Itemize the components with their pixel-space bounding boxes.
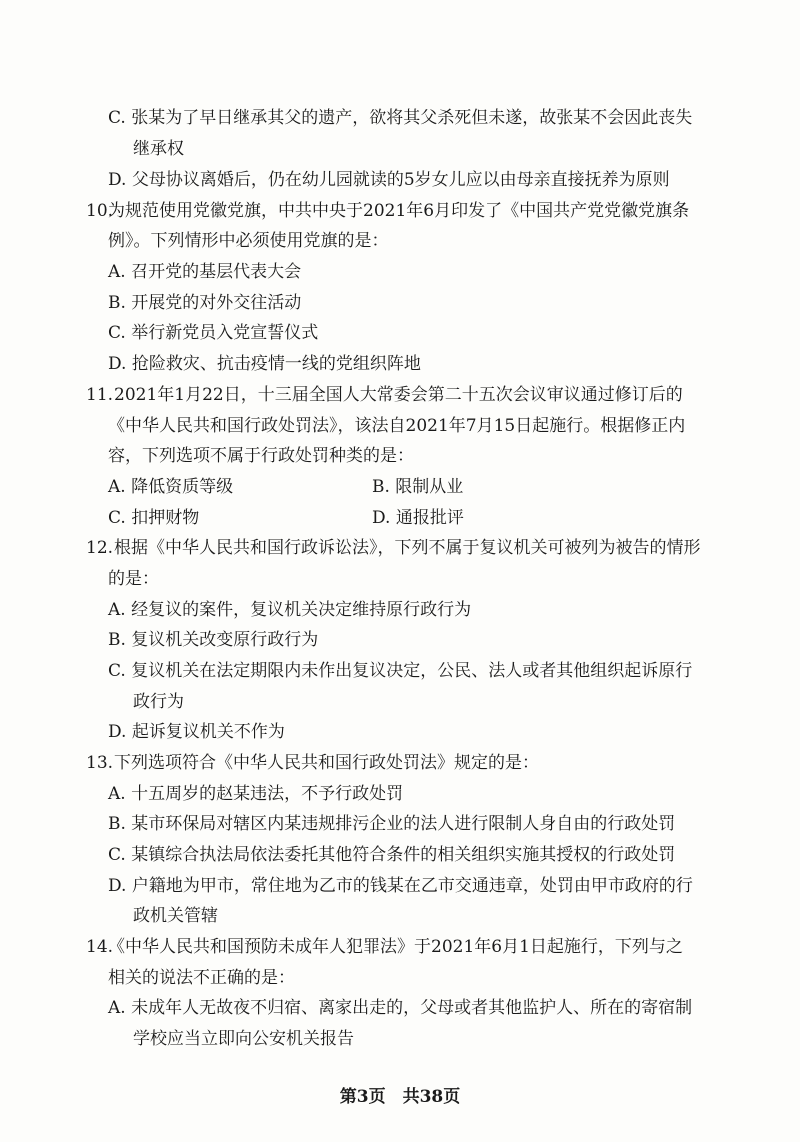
q9-option-c: C. 张某为了早日继承其父的遗产，欲将其父杀死但未遂，故张某不会因此丧失 — [108, 108, 693, 128]
q12-stem-2: 的是： — [108, 569, 159, 589]
q11-option-d: D. 通报批评 — [372, 508, 464, 528]
q13-stem-1: 下列选项符合《中华人民共和国行政处罚法》规定的是： — [114, 753, 539, 773]
q10-option-b: B. 开展党的对外交往活动 — [108, 293, 302, 313]
q11-option-b: B. 限制从业 — [372, 477, 464, 497]
q10-stem-1: 为规范使用党徽党旗，中共中央于2021年6月印发了《中国共产党党徽党旗条 — [108, 201, 690, 221]
q13-option-b: B. 某市环保局对辖区内某违规排污企业的法人进行限制人身自由的行政处罚 — [108, 814, 676, 834]
q12-option-d: D. 起诉复议机关不作为 — [108, 722, 285, 742]
q12-stem-1: 根据《中华人民共和国行政诉讼法》，下列不属于复议机关可被列为被告的情形 — [114, 538, 701, 558]
q12-option-c: C. 复议机关在法定期限内未作出复议决定，公民、法人或者其他组织起诉原行 — [108, 661, 693, 681]
q14-option-a-cont: 学校应当立即向公安机关报告 — [133, 1029, 354, 1049]
q10-stem-2: 例》。下列情形中必须使用党旗的是： — [108, 231, 389, 251]
q14-option-a: A. 未成年人无故夜不归宿、离家出走的，父母或者其他监护人、所在的寄宿制 — [108, 998, 693, 1018]
q11-option-c: C. 扣押财物 — [108, 508, 200, 528]
q11-stem-1: 2021年1月22日，十三届全国人大常委会第二十五次会议审议通过修订后的 — [114, 385, 683, 405]
q13-number: 13. — [86, 753, 114, 773]
q9-option-d: D. 父母协议离婚后，仍在幼儿园就读的5岁女儿应以由母亲直接抚养为原则 — [108, 170, 670, 190]
q14-stem-2: 相关的说法不正确的是： — [108, 968, 295, 988]
q11-stem-3: 容，下列选项不属于行政处罚种类的是： — [108, 446, 414, 466]
q10-option-c: C. 举行新党员入党宣誓仪式 — [108, 323, 319, 343]
page-footer: 第3页 共38页 — [339, 1087, 461, 1107]
q14-stem-1: 《中华人民共和国预防未成年人犯罪法》于2021年6月1日起施行，下列与之 — [108, 937, 683, 957]
q11-number: 11. — [86, 385, 114, 405]
q12-option-a: A. 经复议的案件，复议机关决定维持原行政行为 — [108, 600, 472, 620]
q9-option-c-cont: 继承权 — [133, 139, 184, 159]
q13-option-d: D. 户籍地为甲市，常住地为乙市的钱某在乙市交通违章，处罚由甲市政府的行 — [108, 876, 693, 896]
q14-number: 14. — [86, 937, 114, 957]
q13-option-c: C. 某镇综合执法局依法委托其他符合条件的相关组织实施其授权的行政处罚 — [108, 845, 676, 865]
q10-number: 10. — [86, 201, 114, 221]
q13-option-d-cont: 政机关管辖 — [133, 906, 218, 926]
q12-option-c-cont: 政行为 — [133, 692, 184, 712]
q10-option-a: A. 召开党的基层代表大会 — [108, 262, 302, 282]
q12-option-b: B. 复议机关改变原行政行为 — [108, 630, 319, 650]
q10-option-d: D. 抢险救灾、抗击疫情一线的党组织阵地 — [108, 354, 421, 374]
q11-stem-2: 《中华人民共和国行政处罚法》，该法自2021年7月15日起施行。根据修正内 — [108, 416, 686, 436]
q11-option-a: A. 降低资质等级 — [108, 477, 234, 497]
q12-number: 12. — [86, 538, 114, 558]
q13-option-a: A. 十五周岁的赵某违法，不予行政处罚 — [108, 784, 404, 804]
